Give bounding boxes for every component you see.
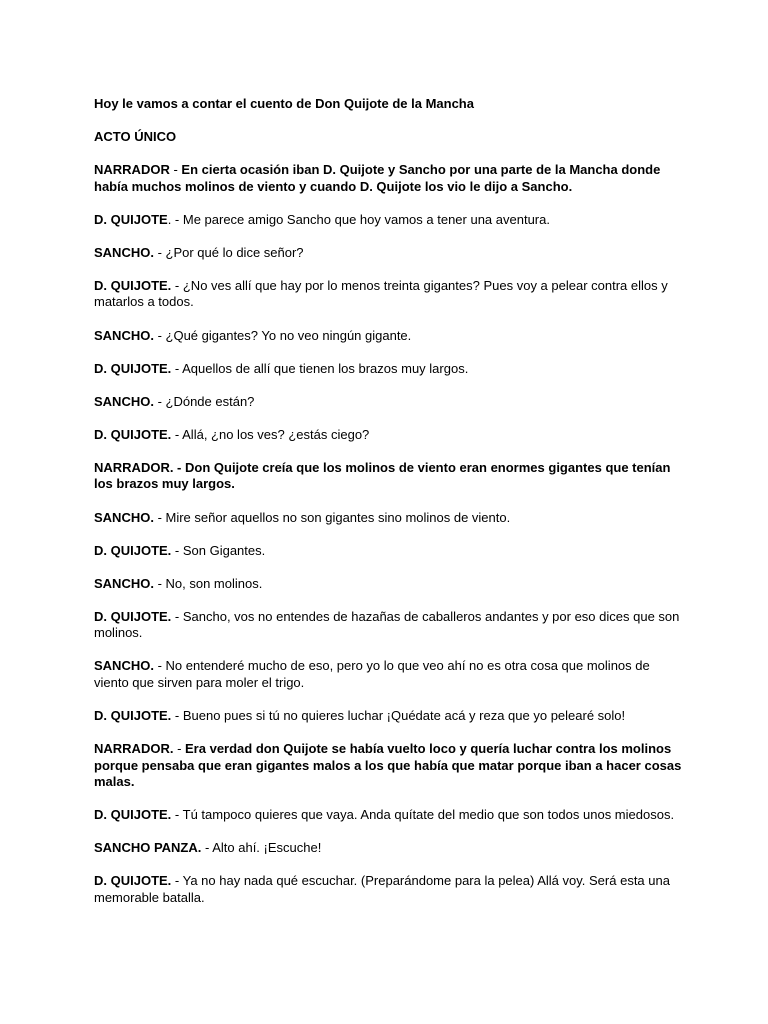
speaker-name: SANCHO. <box>94 509 154 525</box>
line-text: ¿Por qué lo dice señor? <box>165 244 304 260</box>
line-text: Allá, ¿no los ves? ¿estás ciego? <box>182 426 370 442</box>
dialogue-line <box>94 807 684 824</box>
document-title: Hoy le vamos a contar el cuento de Don Quijote de la Mancha <box>94 96 474 111</box>
speaker-separator: - <box>171 542 183 558</box>
speaker-name: D. QUIJOTE. <box>94 542 172 558</box>
speaker-name: D. QUIJOTE. <box>94 277 172 293</box>
line-text: Me parece amigo Sancho que hoy vamos a tener una aventura. <box>182 211 550 227</box>
speaker-separator: - <box>173 741 186 757</box>
dialogue-line <box>94 394 684 411</box>
line-text: Bueno pues si tú no quieres luchar ¡Quédate acá y reza que yo pelearé solo! <box>182 708 626 723</box>
speaker-separator: - <box>201 840 213 856</box>
speaker-name: SANCHO. <box>94 393 154 409</box>
line-text: Ya no hay nada qué escuchar. (Preparándome para la pelea) Allá voy. Será esta una memorable batalla. <box>94 873 670 905</box>
speaker-name: D. QUIJOTE. <box>94 708 172 723</box>
speaker-name: NARRADOR. <box>94 741 174 757</box>
speaker-name: SANCHO. <box>94 658 154 674</box>
dialogue-line <box>94 658 684 691</box>
speaker-name: D. QUIJOTE. <box>94 873 172 889</box>
dialogue-line <box>94 361 684 378</box>
dialogue-line <box>94 543 684 560</box>
speaker-separator: - <box>169 162 182 178</box>
dialogue-line <box>94 245 684 262</box>
speaker-name: SANCHO. <box>94 244 154 260</box>
document-page <box>94 96 684 923</box>
speaker-name: D. QUIJOTE. <box>94 426 172 442</box>
speaker-separator: - <box>153 658 166 674</box>
speaker-separator: . - <box>167 211 183 227</box>
speaker-separator: - <box>153 327 166 343</box>
speaker-separator: - <box>153 509 166 525</box>
line-text: No, son molinos. <box>165 575 263 591</box>
line-text: Don Quijote creía que los molinos de viento eran enormes gigantes que tenían los brazos muy largos. <box>94 459 671 492</box>
line-text: Sancho, vos no entendes de hazañas de caballeros andantes y por eso dices que son molinos. <box>94 608 680 641</box>
line-text: No entenderé mucho de eso, pero yo lo que veo ahí no es otra cosa que molinos de viento que sirven para moler el trigo. <box>94 658 650 690</box>
speaker-name: D. QUIJOTE <box>94 211 168 227</box>
speaker-separator: - <box>153 575 166 591</box>
line-text: Tú tampoco quieres que vaya. Anda quítate del medio que son todos unos miedosos. <box>182 807 675 823</box>
dialogue-line <box>94 873 684 906</box>
speaker-separator: - <box>153 393 166 409</box>
speaker-name: SANCHO. <box>94 575 154 591</box>
dialogue-line <box>94 162 684 195</box>
speaker-separator: - <box>171 277 183 293</box>
speaker-separator: - <box>171 608 183 624</box>
line-text: ¿No ves allí que hay por lo menos treinta gigantes? Pues voy a pelear contra ellos y matarlos a todos. <box>94 277 668 310</box>
speaker-name: D. QUIJOTE. <box>94 360 172 376</box>
dialogue-line <box>94 212 684 229</box>
act-heading: ACTO ÚNICO <box>94 129 177 145</box>
speaker-separator: - <box>171 426 183 442</box>
speaker-separator: - <box>171 873 183 889</box>
dialogue-line <box>94 708 684 725</box>
line-text: ¿Qué gigantes? Yo no veo ningún gigante. <box>165 327 412 343</box>
speaker-name: NARRADOR <box>94 162 170 178</box>
dialogue-line <box>94 278 684 311</box>
dialogue-line <box>94 741 684 791</box>
dialogue-line <box>94 609 684 642</box>
line-text: ¿Dónde están? <box>165 393 255 409</box>
line-text: Alto ahí. ¡Escuche! <box>212 840 322 856</box>
speaker-name: D. QUIJOTE. <box>94 807 172 823</box>
speaker-name: D. QUIJOTE. <box>94 608 172 624</box>
dialogue-list <box>94 162 684 906</box>
dialogue-line <box>94 840 684 857</box>
line-text: Era verdad don Quijote se había vuelto loco y quería luchar contra los molinos porque pensaba que eran gigantes malos a los que había que matar porque iban a hacer cosas malas. <box>94 741 682 790</box>
speaker-name: SANCHO PANZA. <box>94 840 202 856</box>
dialogue-line <box>94 427 684 444</box>
line-text: Aquellos de allí que tienen los brazos muy largos. <box>182 360 469 376</box>
line-text: Son Gigantes. <box>182 542 266 558</box>
dialogue-line <box>94 460 684 493</box>
line-text: Mire señor aquellos no son gigantes sino molinos de viento. <box>165 509 511 525</box>
line-text: En cierta ocasión iban D. Quijote y Sancho por una parte de la Mancha donde había muchos molinos de viento y cuando D. Quijote los vio le dijo a Sancho. <box>94 162 661 194</box>
speaker-separator: - <box>171 807 183 823</box>
speaker-separator: - <box>153 244 166 260</box>
speaker-separator: - <box>171 708 183 723</box>
dialogue-line <box>94 510 684 527</box>
speaker-name: SANCHO. <box>94 327 154 343</box>
dialogue-line <box>94 576 684 593</box>
dialogue-line <box>94 328 684 345</box>
speaker-separator: - <box>171 360 183 376</box>
speaker-name: NARRADOR. - <box>94 459 182 475</box>
